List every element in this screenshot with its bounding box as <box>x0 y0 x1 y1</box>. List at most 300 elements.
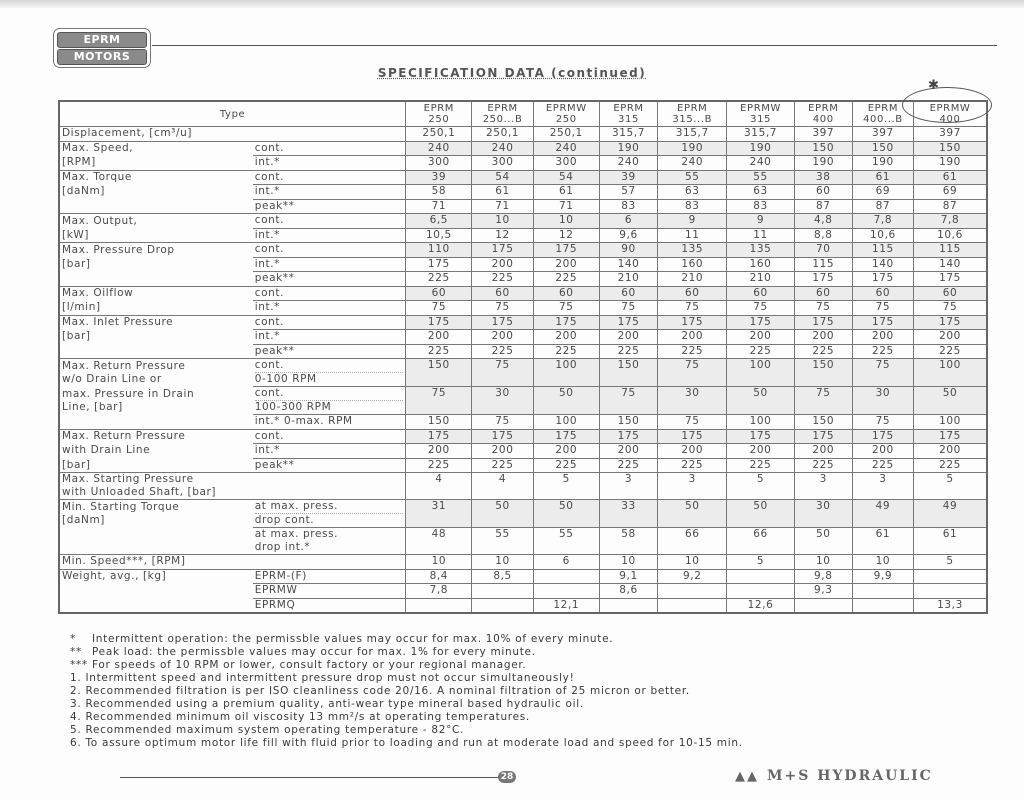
table-row <box>59 185 987 200</box>
value-cell: 50 <box>914 387 988 415</box>
value-cell: 66 <box>658 528 727 555</box>
value-cell: 175 <box>852 315 913 330</box>
table-row <box>59 214 987 229</box>
value-cell: 397 <box>794 127 852 142</box>
value-cell: 50 <box>658 500 727 528</box>
value-cell: 175 <box>406 257 472 272</box>
value-cell: 70 <box>794 243 852 258</box>
value-cell: 175 <box>533 243 599 258</box>
column-header-3 <box>599 101 657 127</box>
value-cell: 3 <box>852 473 913 500</box>
row-label-line: max. Pressure in Drain <box>62 387 195 400</box>
value-cell: 100 <box>914 415 988 430</box>
row-label <box>59 429 253 444</box>
value-cell: 115 <box>914 243 988 258</box>
value-cell: 60 <box>406 286 472 301</box>
row-condition: peak** <box>253 458 406 473</box>
value-cell: 50 <box>794 528 852 555</box>
column-header-size: 250 <box>555 114 577 125</box>
row-condition: cont. <box>253 286 406 301</box>
value-cell: 225 <box>794 458 852 473</box>
value-cell: 5 <box>727 555 794 570</box>
value-cell: 115 <box>794 257 852 272</box>
value-cell: 190 <box>727 141 794 156</box>
column-header-size: 400...B <box>863 114 903 125</box>
value-cell: 75 <box>599 387 657 415</box>
row-condition: cont. <box>253 214 406 229</box>
value-cell: 60 <box>533 286 599 301</box>
value-cell: 240 <box>658 156 727 171</box>
row-label-line: [kW] <box>62 228 90 241</box>
value-cell: 7,8 <box>852 214 913 229</box>
row-condition: int.* <box>253 257 406 272</box>
value-cell: 100 <box>727 359 794 387</box>
value-cell: 12,1 <box>533 598 599 613</box>
column-header-0 <box>406 101 472 127</box>
row-label-line: Weight, avg., [kg] <box>62 570 167 582</box>
footnote-text: 6. To assure optimum motor life fill with fluid prior to loading and run at moderate load and speed for 10-15 min. <box>70 737 743 749</box>
value-cell: 49 <box>852 500 913 528</box>
row-condition: int.* <box>253 301 406 316</box>
row-label <box>59 315 253 330</box>
row-label-line <box>62 541 251 554</box>
row-label <box>59 156 253 171</box>
column-header-size: 315 <box>618 114 639 125</box>
value-cell: 6 <box>533 555 599 570</box>
footnote-marker: *** <box>70 659 88 671</box>
value-cell: 200 <box>658 444 727 459</box>
footnote-text: Peak load: the permissble values may occur for max. 1% for every minute. <box>92 646 536 658</box>
value-cell: 150 <box>599 415 657 430</box>
value-cell: 200 <box>533 330 599 345</box>
value-cell: 315,7 <box>727 127 794 142</box>
footnote-text: 1. Intermittent speed and intermittent pressure drop must not occur simultaneously! <box>70 672 575 684</box>
page-title: SPECIFICATION DATA (continued) <box>377 66 647 80</box>
value-cell: 150 <box>794 141 852 156</box>
value-cell: 83 <box>658 199 727 214</box>
value-cell: 160 <box>727 257 794 272</box>
value-cell: 190 <box>852 156 913 171</box>
value-cell: 175 <box>794 272 852 287</box>
value-cell: 61 <box>852 170 913 185</box>
column-header-model: EPRM <box>677 103 708 114</box>
row-label <box>59 272 253 287</box>
row-label <box>59 141 253 156</box>
value-cell: 225 <box>852 458 913 473</box>
value-cell: 397 <box>852 127 913 142</box>
row-condition-line: drop int.* <box>254 541 311 553</box>
value-cell: 3 <box>599 473 657 500</box>
value-cell: 225 <box>533 272 599 287</box>
column-header-5 <box>727 101 794 127</box>
value-cell: 315,7 <box>599 127 657 142</box>
value-cell: 87 <box>794 199 852 214</box>
row-condition <box>253 387 406 415</box>
value-cell <box>727 584 794 599</box>
column-header-model: EPRM <box>423 103 454 114</box>
row-label <box>59 185 253 200</box>
value-cell: 9,1 <box>599 569 657 584</box>
row-label-line: Line, [bar] <box>62 400 123 413</box>
row-label <box>59 199 253 214</box>
row-condition: cont. <box>253 315 406 330</box>
value-cell <box>658 598 727 613</box>
value-cell: 250,1 <box>533 127 599 142</box>
footnote-item <box>70 711 743 724</box>
value-cell: 150 <box>406 359 472 387</box>
value-cell: 190 <box>794 156 852 171</box>
column-header-model: EPRMW <box>740 103 781 114</box>
row-label <box>59 344 253 359</box>
value-cell: 8,6 <box>599 584 657 599</box>
footnote-text: 5. Recommended maximum system operating temperature - 82°C. <box>70 724 465 736</box>
value-cell: 100 <box>914 359 988 387</box>
value-cell: 10 <box>599 555 657 570</box>
row-condition: int.* <box>253 444 406 459</box>
value-cell: 5 <box>914 473 988 500</box>
value-cell: 30 <box>472 387 533 415</box>
table-row <box>59 555 987 570</box>
value-cell: 87 <box>914 199 988 214</box>
value-cell: 225 <box>533 344 599 359</box>
row-label <box>59 301 253 316</box>
table-row <box>59 458 987 473</box>
value-cell: 150 <box>914 141 988 156</box>
footnote-item <box>70 685 743 698</box>
table-row <box>59 598 987 613</box>
value-cell: 240 <box>472 141 533 156</box>
value-cell: 75 <box>852 301 913 316</box>
table-row <box>59 415 987 430</box>
row-label-line: [daNm] <box>62 185 105 198</box>
value-cell: 71 <box>533 199 599 214</box>
value-cell: 200 <box>794 444 852 459</box>
value-cell: 11 <box>658 228 727 243</box>
value-cell: 7,8 <box>406 584 472 599</box>
logo-line-1: EPRM <box>57 32 147 48</box>
value-cell: 175 <box>852 429 913 444</box>
value-cell: 61 <box>472 185 533 200</box>
value-cell: 200 <box>727 444 794 459</box>
row-label-line: [bar] <box>62 330 91 343</box>
value-cell <box>794 598 852 613</box>
page-number: 28 <box>498 771 516 783</box>
value-cell: 175 <box>599 429 657 444</box>
value-cell: 9,9 <box>852 569 913 584</box>
value-cell: 54 <box>533 170 599 185</box>
value-cell: 300 <box>472 156 533 171</box>
value-cell: 71 <box>406 199 472 214</box>
value-cell: 50 <box>727 387 794 415</box>
ms-hydraulic-brand <box>735 768 933 784</box>
table-row <box>59 429 987 444</box>
value-cell: 225 <box>914 344 988 359</box>
value-cell: 240 <box>533 141 599 156</box>
value-cell: 60 <box>794 286 852 301</box>
logo-line-2: MOTORS <box>57 49 147 65</box>
value-cell: 75 <box>533 301 599 316</box>
value-cell: 3 <box>794 473 852 500</box>
value-cell: 60 <box>794 185 852 200</box>
value-cell: 240 <box>599 156 657 171</box>
row-label <box>59 415 253 430</box>
column-header-6 <box>794 101 852 127</box>
value-cell: 58 <box>406 185 472 200</box>
row-condition: EPRMW <box>253 584 406 599</box>
row-label <box>59 228 253 243</box>
row-condition: int.* 0-max. RPM <box>253 415 406 430</box>
footnote-text: 3. Recommended using a premium quality, anti-wear type mineral based hydraulic oil. <box>70 698 584 710</box>
column-header-size: 315 <box>750 114 771 125</box>
row-label <box>59 257 253 272</box>
value-cell: 315,7 <box>658 127 727 142</box>
value-cell: 175 <box>658 429 727 444</box>
row-label <box>59 330 253 345</box>
value-cell: 225 <box>406 458 472 473</box>
column-header-size: 315...B <box>672 114 713 125</box>
value-cell: 83 <box>727 199 794 214</box>
value-cell: 11 <box>727 228 794 243</box>
value-cell: 115 <box>852 243 913 258</box>
value-cell: 60 <box>599 286 657 301</box>
table-row <box>59 199 987 214</box>
footnote-text: Intermittent operation: the permissble values may occur for max. 10% of every minute. <box>92 633 614 645</box>
row-condition: int.* <box>253 228 406 243</box>
value-cell: 210 <box>599 272 657 287</box>
value-cell: 8,5 <box>472 569 533 584</box>
value-cell <box>472 584 533 599</box>
value-cell: 69 <box>852 185 913 200</box>
value-cell <box>914 569 988 584</box>
value-cell: 69 <box>914 185 988 200</box>
table-row <box>59 569 987 584</box>
value-cell <box>852 584 913 599</box>
value-cell <box>472 598 533 613</box>
value-cell: 38 <box>794 170 852 185</box>
value-cell: 225 <box>727 458 794 473</box>
value-cell: 175 <box>533 429 599 444</box>
footnote-item <box>70 724 743 737</box>
footnote-marker: ** <box>70 646 82 658</box>
value-cell: 10 <box>533 214 599 229</box>
row-label <box>59 286 253 301</box>
value-cell: 63 <box>658 185 727 200</box>
value-cell: 10 <box>472 214 533 229</box>
value-cell: 250,1 <box>472 127 533 142</box>
row-condition: cont. <box>253 429 406 444</box>
value-cell <box>599 598 657 613</box>
row-condition <box>253 359 406 387</box>
row-label <box>59 569 253 584</box>
row-label-line: Max. Inlet Pressure <box>62 316 174 328</box>
table-row <box>59 500 987 528</box>
row-condition: peak** <box>253 199 406 214</box>
row-label-line <box>62 415 251 428</box>
value-cell: 5 <box>914 555 988 570</box>
value-cell: 4 <box>472 473 533 500</box>
value-cell: 175 <box>472 315 533 330</box>
value-cell: 55 <box>472 528 533 555</box>
value-cell: 397 <box>914 127 988 142</box>
row-label <box>59 458 253 473</box>
footnote-item <box>70 659 743 672</box>
value-cell: 75 <box>914 301 988 316</box>
footnote-item <box>70 646 743 659</box>
value-cell: 30 <box>658 387 727 415</box>
column-header-size: 400 <box>939 114 961 125</box>
column-header-2 <box>533 101 599 127</box>
value-cell: 225 <box>727 344 794 359</box>
value-cell: 150 <box>406 415 472 430</box>
value-cell: 75 <box>472 301 533 316</box>
row-condition: cont. <box>253 170 406 185</box>
value-cell: 175 <box>533 315 599 330</box>
row-condition-line: at max. press. <box>255 500 403 514</box>
table-header-row <box>59 101 987 127</box>
value-cell: 225 <box>599 344 657 359</box>
row-condition-line: 0-100 RPM <box>254 373 317 385</box>
table-row <box>59 473 987 500</box>
row-label-line <box>62 345 251 358</box>
value-cell: 4 <box>406 473 472 500</box>
value-cell <box>852 598 913 613</box>
row-label-line: Max. Output, <box>62 214 138 227</box>
row-label <box>59 387 253 415</box>
value-cell <box>533 584 599 599</box>
value-cell: 200 <box>406 330 472 345</box>
value-cell: 190 <box>658 141 727 156</box>
row-condition-line: cont. <box>255 387 403 401</box>
table-row <box>59 330 987 345</box>
row-label-line: with Unloaded Shaft, [bar] <box>62 486 217 498</box>
table-row <box>59 257 987 272</box>
row-label-line: Max. Speed, <box>62 142 134 154</box>
row-label-line <box>62 200 251 213</box>
value-cell: 4,8 <box>794 214 852 229</box>
row-condition: EPRM-(F) <box>253 569 406 584</box>
ms-logo-icon: ▲▲ <box>735 769 759 784</box>
value-cell: 200 <box>472 330 533 345</box>
value-cell: 100 <box>727 415 794 430</box>
column-header-model: EPRM <box>487 103 518 114</box>
value-cell: 140 <box>852 257 913 272</box>
value-cell: 175 <box>727 315 794 330</box>
value-cell: 200 <box>472 257 533 272</box>
value-cell: 75 <box>852 359 913 387</box>
eprm-motors-logo <box>53 28 151 68</box>
value-cell: 175 <box>406 429 472 444</box>
value-cell: 6 <box>599 214 657 229</box>
value-cell: 225 <box>406 344 472 359</box>
row-label-line: Max. Return Pressure <box>62 359 186 372</box>
row-condition: int.* <box>253 330 406 345</box>
table-row <box>59 127 987 142</box>
row-condition: int.* <box>253 156 406 171</box>
row-label-line: [daNm] <box>62 513 105 526</box>
row-label <box>59 473 406 500</box>
row-condition <box>253 500 406 528</box>
value-cell: 175 <box>472 243 533 258</box>
value-cell: 225 <box>472 458 533 473</box>
value-cell: 200 <box>533 444 599 459</box>
value-cell: 175 <box>658 315 727 330</box>
value-cell: 225 <box>794 344 852 359</box>
value-cell: 150 <box>599 359 657 387</box>
value-cell: 33 <box>599 500 657 528</box>
value-cell <box>406 598 472 613</box>
value-cell: 200 <box>533 257 599 272</box>
value-cell: 48 <box>406 528 472 555</box>
column-header-model: EPRMW <box>545 103 587 114</box>
value-cell: 200 <box>599 444 657 459</box>
row-label-line: [bar] <box>62 257 91 270</box>
footnote-text: 2. Recommended filtration is per ISO cleanliness code 20/16. A nominal filtration of 25 micron or better. <box>70 685 690 697</box>
value-cell: 75 <box>599 301 657 316</box>
value-cell: 75 <box>472 359 533 387</box>
table-row <box>59 315 987 330</box>
value-cell: 75 <box>406 387 472 415</box>
value-cell: 50 <box>472 500 533 528</box>
table-row <box>59 344 987 359</box>
column-header-size: 400 <box>812 114 834 125</box>
row-label-line: Min. Starting Torque <box>62 500 180 513</box>
value-cell: 8,4 <box>406 569 472 584</box>
value-cell: 175 <box>599 315 657 330</box>
value-cell: 10 <box>658 555 727 570</box>
column-header-model: EPRM <box>613 103 644 114</box>
value-cell: 160 <box>658 257 727 272</box>
value-cell: 31 <box>406 500 472 528</box>
value-cell: 10 <box>472 555 533 570</box>
value-cell: 87 <box>852 199 913 214</box>
value-cell: 75 <box>852 415 913 430</box>
row-condition <box>253 528 406 555</box>
table-row <box>59 156 987 171</box>
value-cell: 9,3 <box>794 584 852 599</box>
value-cell: 135 <box>727 243 794 258</box>
value-cell: 9,6 <box>599 228 657 243</box>
table-row <box>59 301 987 316</box>
row-condition: peak** <box>253 272 406 287</box>
value-cell: 225 <box>472 272 533 287</box>
value-cell: 200 <box>914 330 988 345</box>
value-cell: 110 <box>406 243 472 258</box>
value-cell: 10 <box>794 555 852 570</box>
column-header-model: EPRM <box>867 103 899 114</box>
row-label-line <box>62 272 251 285</box>
value-cell: 75 <box>658 359 727 387</box>
column-header-size: 250...B <box>482 114 523 125</box>
value-cell: 9,2 <box>658 569 727 584</box>
row-label <box>59 214 253 229</box>
row-label <box>59 127 406 142</box>
value-cell: 75 <box>658 301 727 316</box>
value-cell: 60 <box>852 286 913 301</box>
value-cell: 210 <box>658 272 727 287</box>
table-row <box>59 528 987 555</box>
row-label <box>59 555 406 570</box>
value-cell <box>533 569 599 584</box>
value-cell <box>727 569 794 584</box>
value-cell: 225 <box>658 458 727 473</box>
row-label <box>59 444 253 459</box>
value-cell: 225 <box>852 344 913 359</box>
value-cell: 175 <box>914 272 988 287</box>
row-label-line <box>62 599 251 612</box>
value-cell: 55 <box>727 170 794 185</box>
value-cell: 10,6 <box>914 228 988 243</box>
row-label-line: w/o Drain Line or <box>62 372 162 385</box>
